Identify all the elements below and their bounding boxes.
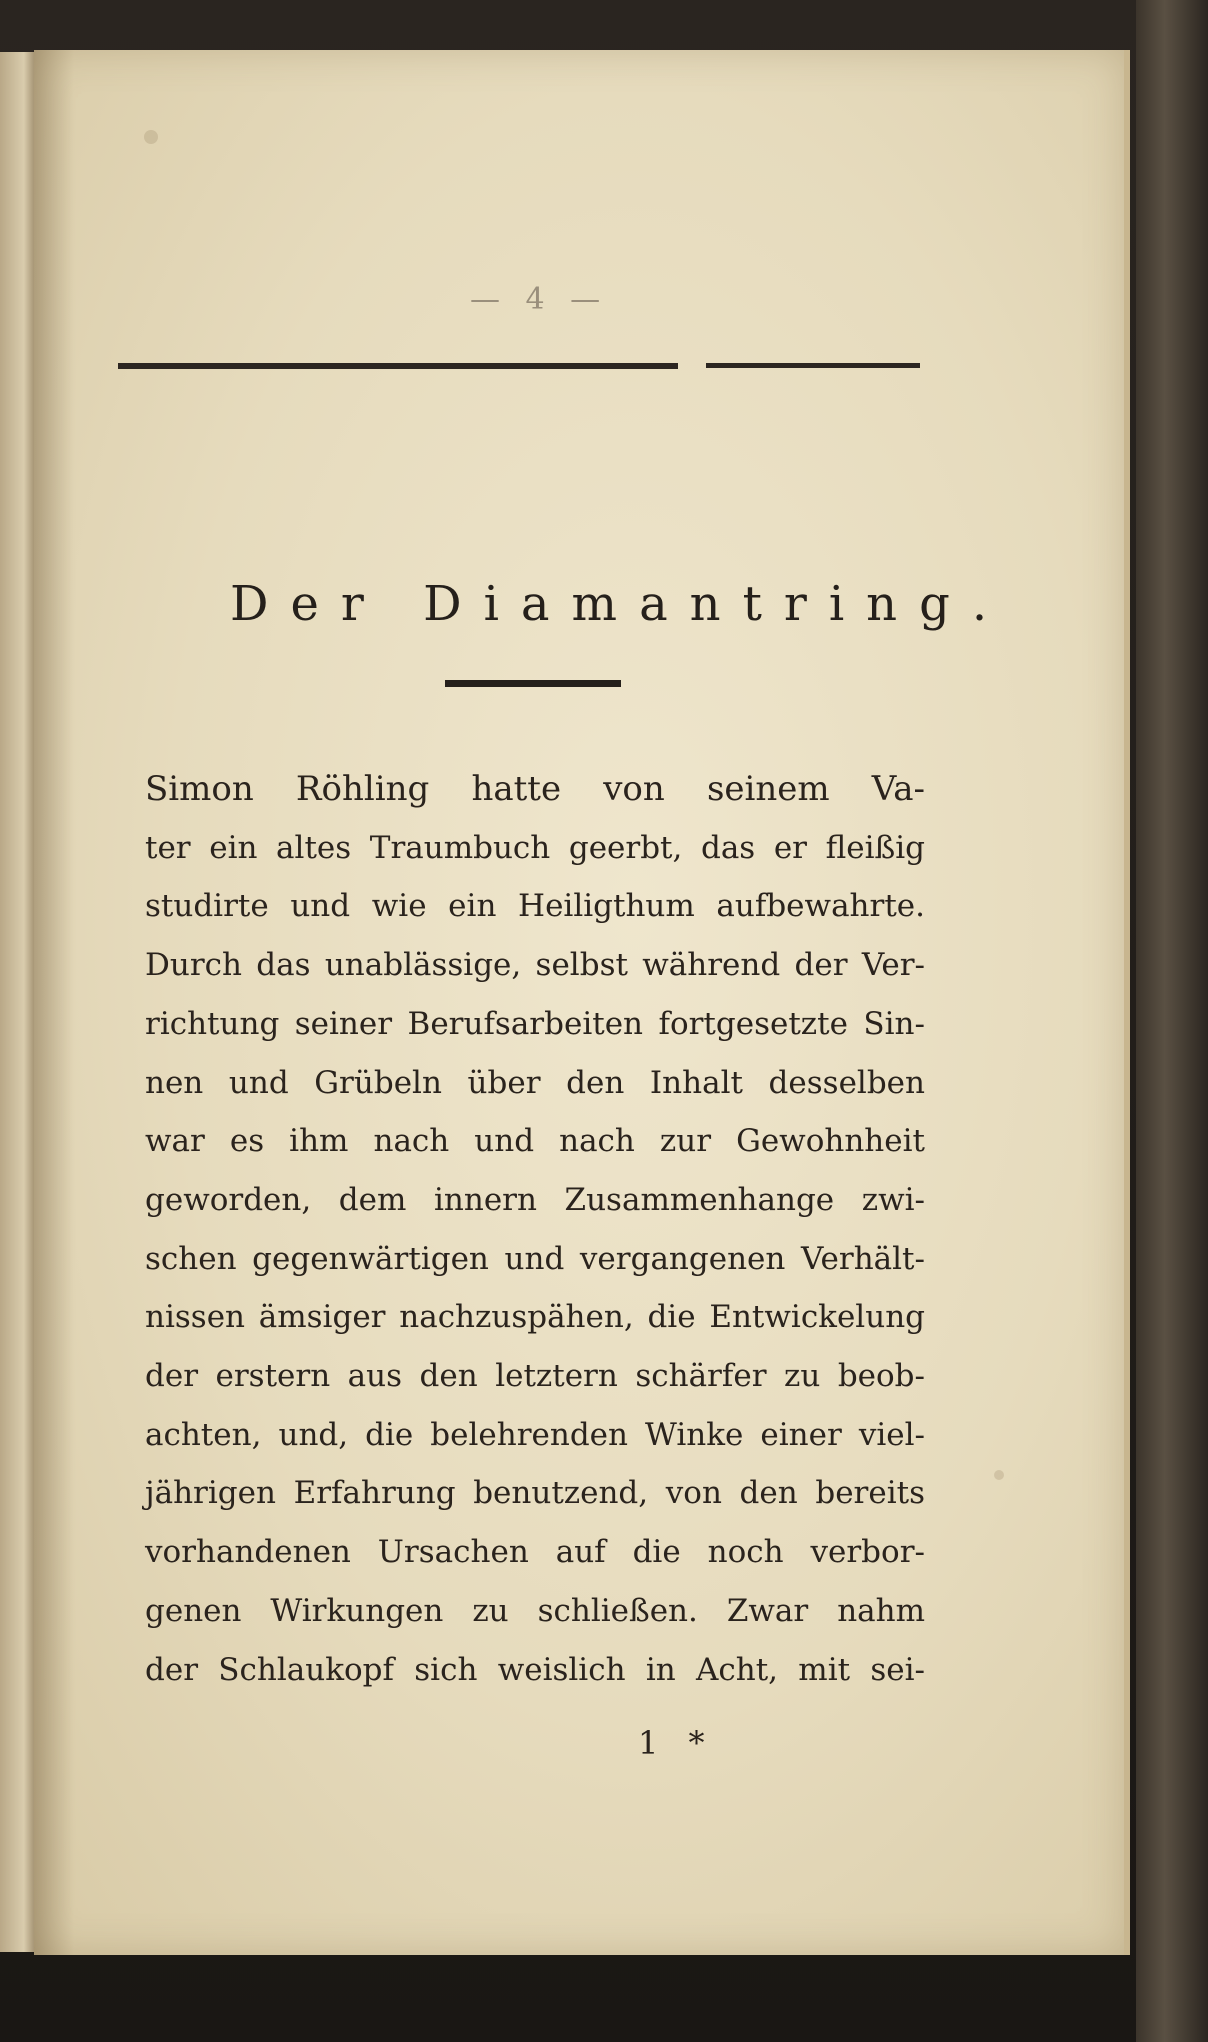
paper-stain bbox=[144, 130, 158, 144]
body-line: vorhandenen Ursachen auf die noch verbor- bbox=[145, 1534, 925, 1571]
body-line: jährigen Erfahrung benutzend, von den bereits bbox=[145, 1475, 925, 1512]
body-line: geworden, dem innern Zusammenhange zwi- bbox=[145, 1181, 925, 1218]
body-line: Simon Röhling hatte von seinem Va- bbox=[145, 769, 925, 809]
body-line: nissen ämsiger nachzuspähen, die Entwickelung bbox=[145, 1299, 925, 1336]
header-rule-left bbox=[118, 363, 678, 369]
body-line: genen Wirkungen zu schließen. Zwar nahm bbox=[145, 1592, 925, 1629]
page-number-marker: — 4 — bbox=[470, 282, 609, 317]
body-line: der erstern aus den letztern schärfer zu beob- bbox=[145, 1358, 925, 1395]
printer-signature-mark: 1 * bbox=[638, 1724, 715, 1762]
paper-stain bbox=[994, 1470, 1004, 1480]
body-line: nen und Grübeln über den Inhalt desselben bbox=[145, 1064, 925, 1101]
body-line: ter ein altes Traumbuch geerbt, das er fleißig bbox=[145, 829, 925, 866]
body-line: war es ihm nach und nach zur Gewohnheit bbox=[145, 1123, 925, 1160]
gutter-shadow bbox=[34, 50, 74, 1955]
body-line: der Schlaukopf sich weislich in Acht, mit sei- bbox=[145, 1651, 925, 1688]
body-line: studirte und wie ein Heiligthum aufbewahrte. bbox=[145, 888, 925, 925]
body-line: schen gegenwärtigen und vergangenen Verhält- bbox=[145, 1240, 925, 1277]
book-cover-edge bbox=[1136, 0, 1208, 2042]
facing-page-edge bbox=[0, 52, 34, 1952]
title-underline-rule bbox=[445, 680, 621, 687]
chapter-title: Der Diamantring. bbox=[230, 576, 1010, 632]
body-line: achten, und, die belehrenden Winke einer viel- bbox=[145, 1416, 925, 1453]
body-line: richtung seiner Berufsarbeiten fortgesetzte Sin- bbox=[145, 1005, 925, 1042]
body-line: Durch das unablässige, selbst während der Ver- bbox=[145, 947, 925, 984]
header-rule-right bbox=[706, 363, 920, 368]
body-text bbox=[145, 760, 925, 1699]
